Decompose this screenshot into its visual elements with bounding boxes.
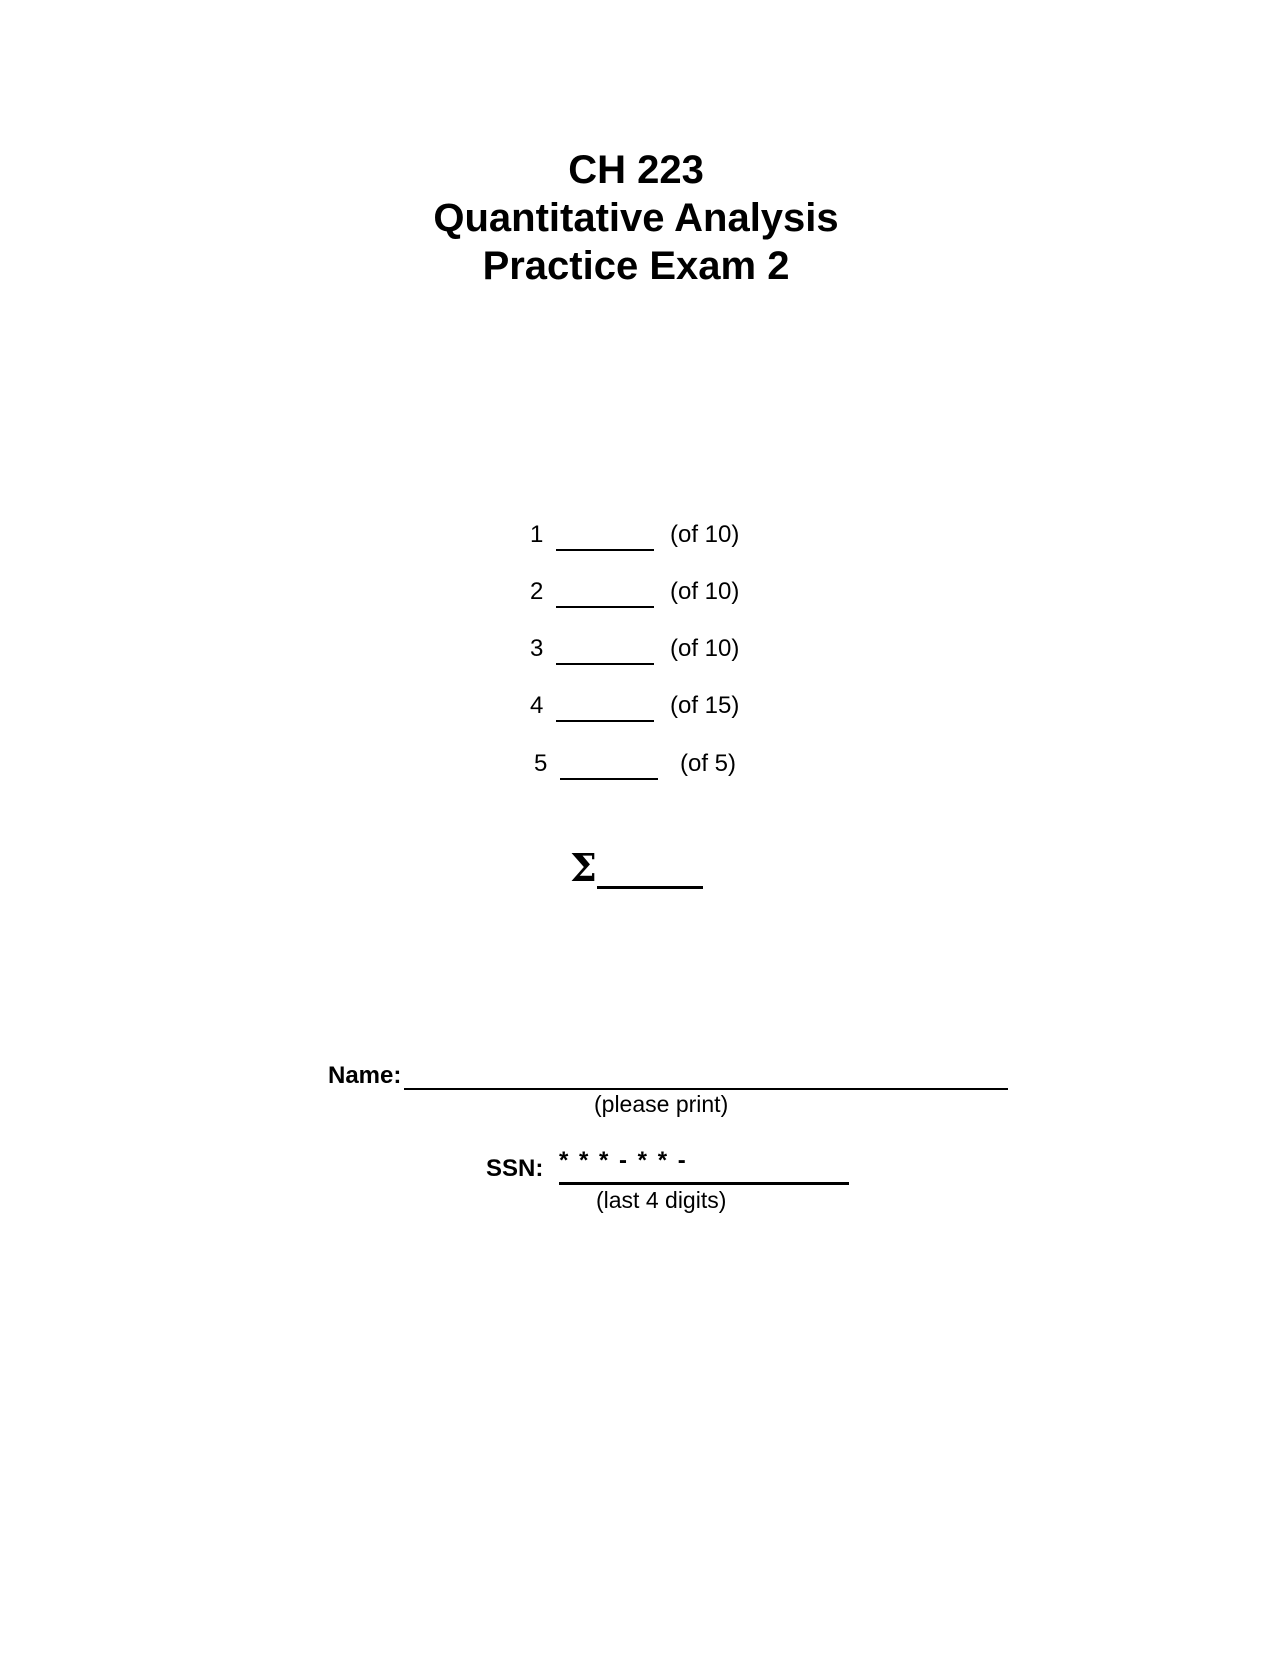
question-number: 2: [530, 578, 544, 605]
sigma-symbol: Σ: [570, 845, 597, 890]
ssn-mask: * * * - * * -: [559, 1147, 688, 1174]
score-row: [0, 635, 1280, 669]
ssn-hint: (last 4 digits): [596, 1187, 727, 1213]
exam-title-block: [0, 146, 1272, 290]
score-row: [0, 578, 1280, 612]
score-row: [0, 750, 1280, 784]
name-label: Name:: [328, 1062, 402, 1089]
score-row: [0, 692, 1280, 726]
score-blank[interactable]: [556, 720, 654, 722]
question-max-points: (of 15): [670, 692, 740, 719]
question-number: 5: [534, 750, 548, 777]
question-number: 1: [530, 521, 544, 548]
score-blank[interactable]: [556, 549, 654, 551]
question-max-points: (of 10): [670, 578, 740, 605]
score-blank[interactable]: [560, 778, 658, 780]
score-row: [0, 521, 1280, 555]
score-blank[interactable]: [556, 606, 654, 608]
question-number: 4: [530, 692, 544, 719]
course-code: CH 223: [568, 148, 704, 192]
course-name: Quantitative Analysis: [433, 196, 839, 240]
question-number: 3: [530, 635, 544, 662]
exam-title: Practice Exam 2: [482, 244, 790, 288]
name-hint: (please print): [594, 1091, 729, 1117]
name-input-line[interactable]: [404, 1088, 1008, 1090]
total-score-blank[interactable]: [597, 886, 703, 889]
ssn-input-line[interactable]: [559, 1182, 849, 1185]
question-max-points: (of 10): [670, 521, 740, 548]
question-max-points: (of 5): [680, 750, 737, 777]
question-max-points: (of 10): [670, 635, 740, 662]
ssn-label: SSN:: [486, 1155, 544, 1182]
score-blank[interactable]: [556, 663, 654, 665]
